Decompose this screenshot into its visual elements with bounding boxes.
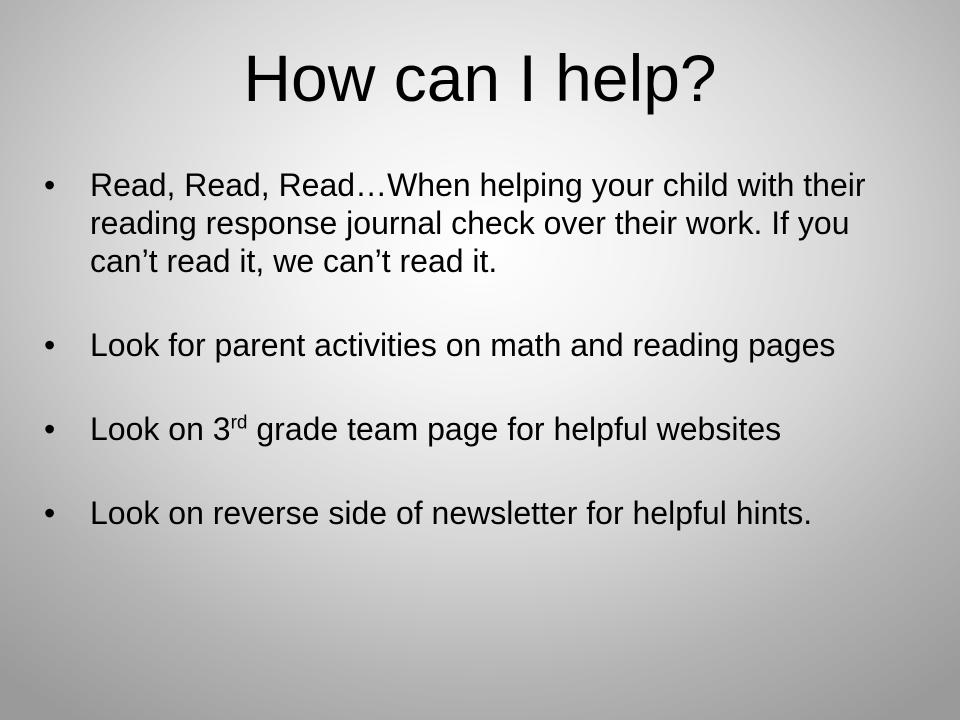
bullet-item — [0, 326, 910, 364]
bullet-icon: • — [44, 167, 56, 203]
bullet-item — [0, 410, 910, 448]
bullet-item — [0, 494, 910, 532]
slide-title: How can I help? — [243, 41, 717, 115]
bullet-text — [90, 411, 781, 447]
bullet-text: Look on reverse side of newsletter for helpful hints. — [90, 495, 813, 531]
ordinal-superscript: rd — [230, 412, 248, 434]
bullet-text: Look for parent activities on math and reading pages — [90, 327, 836, 363]
bullet-text-after: grade team page for helpful websites — [247, 411, 782, 447]
bullet-text-before: Look on 3 — [90, 411, 231, 447]
bullet-item — [0, 166, 910, 280]
bullet-icon: • — [44, 327, 56, 363]
bullet-icon: • — [44, 411, 56, 447]
bullet-text: Read, Read, Read…When helping your child with their reading response journal check over their work. If you can’t read it, we can’t read it. — [90, 167, 866, 279]
bullet-icon: • — [44, 495, 56, 531]
bullet-list — [0, 166, 960, 578]
